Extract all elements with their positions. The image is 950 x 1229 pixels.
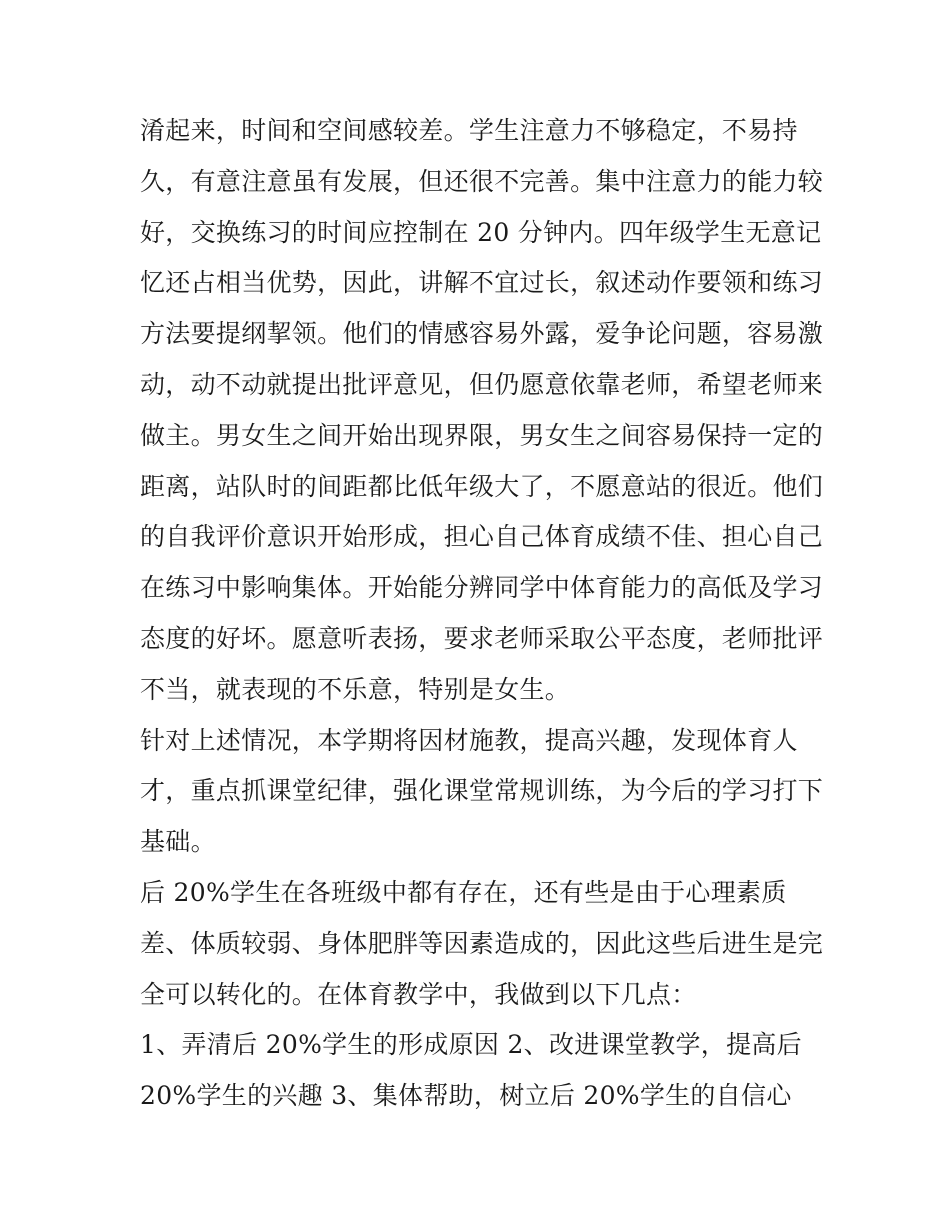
text-line: 不当，就表现的不乐意，特别是女生。 <box>140 674 571 704</box>
text-line: 针对上述情况，本学期将因材施教，提高兴趣，发现体育人 <box>140 725 798 755</box>
text-line: 全可以转化的。在体育教学中，我做到以下几点： <box>140 979 697 1009</box>
text-line: 方法要提纲挈领。他们的情感容易外露，爱争论问题，容易激 <box>140 319 824 349</box>
text-line: 淆起来，时间和空间感较差。学生注意力不够稳定，不易持 <box>140 116 798 145</box>
text-line: 基础。 <box>140 827 216 857</box>
body-text <box>140 106 824 1122</box>
text-line: 后 20%学生在各班级中都有存在，还有些是由于心理素质 <box>140 877 787 907</box>
text-line: 的自我评价意识开始形成，担心自己体育成绩不佳、担心自己 <box>140 522 824 552</box>
text-line: 在练习中影响集体。开始能分辨同学中体育能力的高低及学习 <box>140 573 824 603</box>
text-line: 动，动不动就提出批评意见，但仍愿意依靠老师，希望老师来 <box>140 369 824 399</box>
text-line: 20%学生的兴趣 3、集体帮助，树立后 20%学生的自信心 <box>140 1081 792 1111</box>
text-line: 距离，站队时的间距都比低年级大了，不愿意站的很近。他们 <box>140 471 824 501</box>
text-line: 1、弄清后 20%学生的形成原因 2、改进课堂教学，提高后 <box>140 1030 802 1060</box>
text-line: 好，交换练习的时间应控制在 20 分钟内。四年级学生无意记 <box>140 217 822 247</box>
text-line: 才，重点抓课堂纪律，强化课堂常规训练，为今后的学习打下 <box>140 776 824 806</box>
text-line: 久，有意注意虽有发展，但还很不完善。集中注意力的能力较 <box>140 166 824 196</box>
text-line: 态度的好坏。愿意听表扬，要求老师采取公平态度，老师批评 <box>140 623 824 653</box>
text-line: 做主。男女生之间开始出现界限，男女生之间容易保持一定的 <box>140 420 824 450</box>
text-line: 差、体质较弱、身体肥胖等因素造成的，因此这些后进生是完 <box>140 928 824 958</box>
text-line: 忆还占相当优势，因此，讲解不宜过长，叙述动作要领和练习 <box>140 268 824 298</box>
